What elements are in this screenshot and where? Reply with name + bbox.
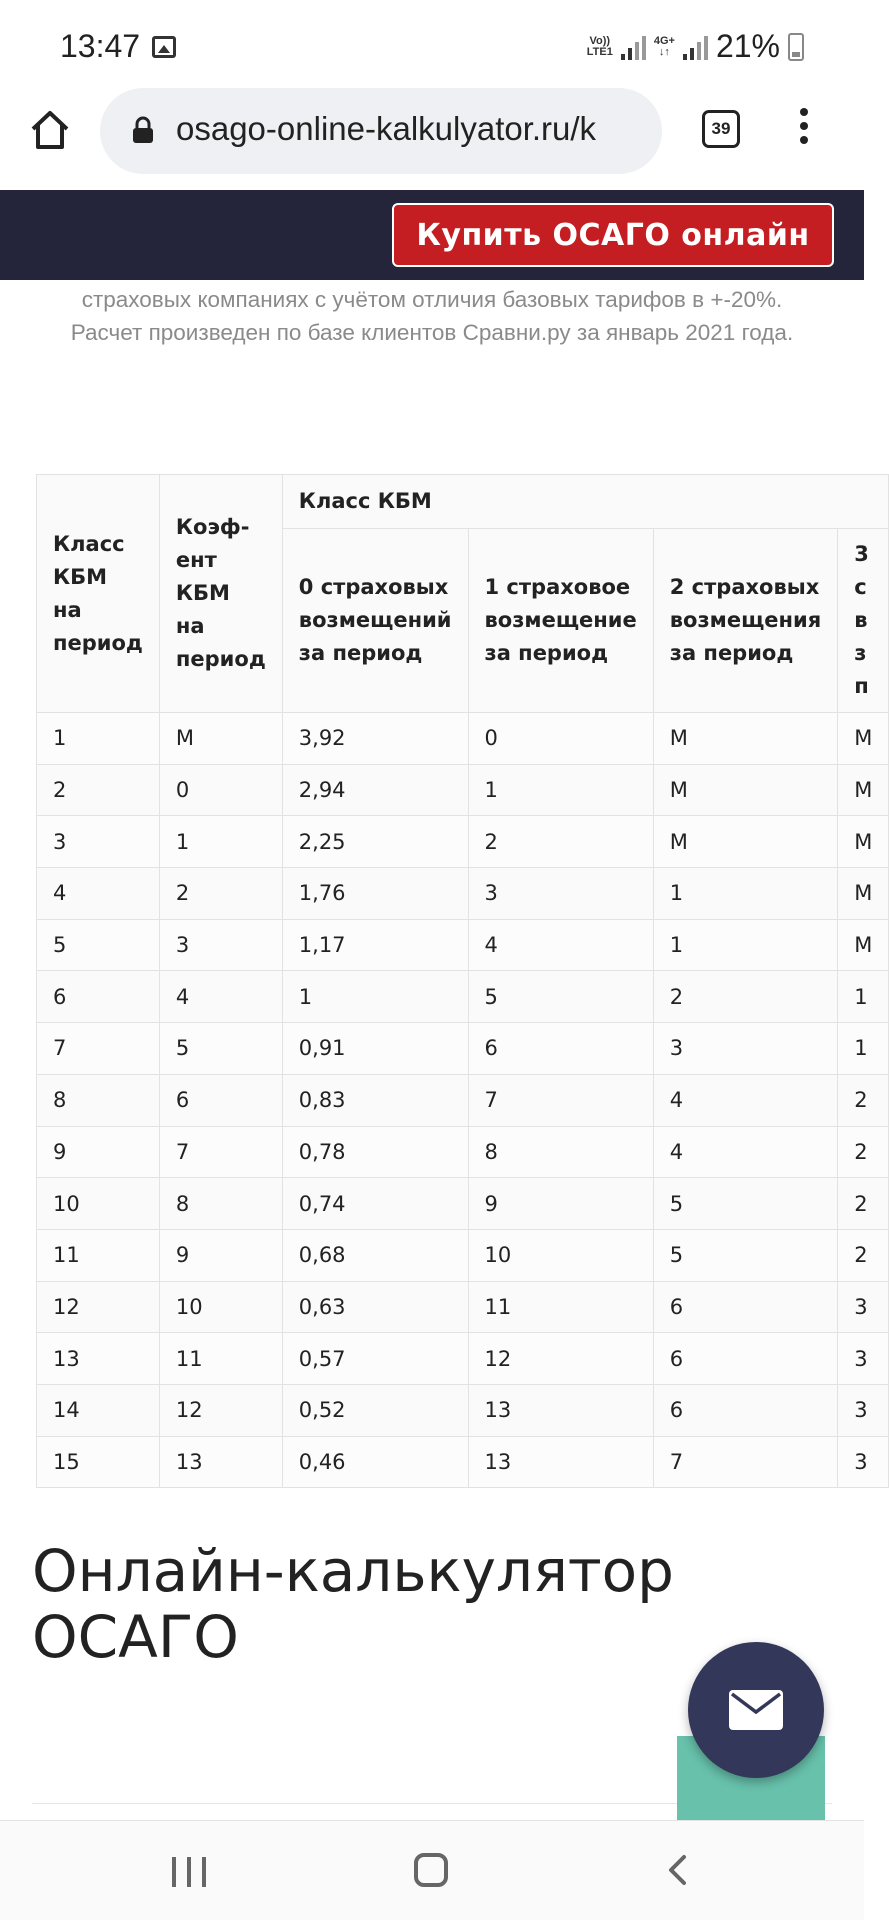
table-cell: 6 bbox=[653, 1333, 838, 1385]
signal-icon bbox=[621, 34, 646, 60]
table-cell: 2 bbox=[37, 764, 160, 816]
table-cell: 5 bbox=[653, 1229, 838, 1281]
table-cell: 7 bbox=[37, 1023, 160, 1075]
table-cell: 7 bbox=[653, 1436, 838, 1488]
calculator-title: Онлайн-калькулятор ОСАГО bbox=[32, 1537, 674, 1671]
table-cell: 1 bbox=[468, 764, 653, 816]
url-text[interactable]: osago-online-kalkulyator.ru/k bbox=[176, 110, 597, 147]
table-cell: 3 bbox=[468, 868, 653, 920]
volte-indicator: Vo)) LTE1 bbox=[586, 34, 613, 58]
table-row bbox=[37, 1178, 889, 1230]
table-cell: М bbox=[159, 713, 282, 765]
table-cell: 1,17 bbox=[282, 919, 468, 971]
gallery-notification-icon bbox=[152, 36, 176, 58]
table-row bbox=[37, 1229, 889, 1281]
table-cell: 0,52 bbox=[282, 1384, 468, 1436]
table-cell: 0,83 bbox=[282, 1074, 468, 1126]
table-row bbox=[37, 1126, 889, 1178]
recent-apps-icon[interactable] bbox=[172, 1857, 206, 1887]
table-cell: 4 bbox=[468, 919, 653, 971]
table-cell: 8 bbox=[468, 1126, 653, 1178]
table-row bbox=[37, 1023, 889, 1075]
table-cell: 2,94 bbox=[282, 764, 468, 816]
home-icon[interactable] bbox=[28, 108, 72, 152]
table-cell: 3 bbox=[159, 919, 282, 971]
browser-toolbar bbox=[0, 84, 864, 190]
table-row bbox=[37, 816, 889, 868]
table-cell: 9 bbox=[468, 1178, 653, 1230]
kbm-table-wrapper[interactable] bbox=[36, 474, 873, 1488]
table-cell: 2 bbox=[838, 1126, 889, 1178]
table-cell: 0 bbox=[159, 764, 282, 816]
status-bar bbox=[0, 0, 864, 84]
table-cell: 12 bbox=[468, 1333, 653, 1385]
table-cell: 5 bbox=[159, 1023, 282, 1075]
address-bar[interactable] bbox=[100, 88, 662, 174]
table-cell: 3 bbox=[838, 1281, 889, 1333]
table-cell: 13 bbox=[468, 1384, 653, 1436]
table-cell: 10 bbox=[159, 1281, 282, 1333]
back-icon[interactable] bbox=[664, 1855, 694, 1885]
header-kbm-class-group: Класс КБМ bbox=[282, 475, 889, 529]
table-cell: 13 bbox=[468, 1436, 653, 1488]
table-cell: 9 bbox=[159, 1229, 282, 1281]
table-row bbox=[37, 1281, 889, 1333]
table-cell: 3 bbox=[653, 1023, 838, 1075]
header-2-claims: 2 страховых возмещения за период bbox=[653, 529, 838, 713]
tabs-button[interactable]: 39 bbox=[702, 110, 740, 148]
status-time: 13:47 bbox=[60, 28, 141, 64]
table-cell: 4 bbox=[37, 868, 160, 920]
table-cell: 4 bbox=[653, 1074, 838, 1126]
table-cell: 15 bbox=[37, 1436, 160, 1488]
table-cell: 6 bbox=[653, 1384, 838, 1436]
status-indicators bbox=[587, 28, 804, 65]
table-cell: 6 bbox=[159, 1074, 282, 1126]
table-cell: М bbox=[838, 816, 889, 868]
buy-osago-button[interactable]: Купить ОСАГО онлайн bbox=[392, 203, 834, 267]
table-row bbox=[37, 1074, 889, 1126]
table-cell: 7 bbox=[468, 1074, 653, 1126]
table-cell: 2 bbox=[468, 816, 653, 868]
table-cell: 8 bbox=[159, 1178, 282, 1230]
intro-text bbox=[0, 283, 864, 349]
table-row bbox=[37, 1384, 889, 1436]
table-cell: 3 bbox=[838, 1436, 889, 1488]
table-cell: 1 bbox=[838, 1023, 889, 1075]
table-cell: 2 bbox=[838, 1229, 889, 1281]
table-cell: 1 bbox=[282, 971, 468, 1023]
table-cell: 2 bbox=[653, 971, 838, 1023]
table-cell: 3 bbox=[838, 1384, 889, 1436]
table-cell: 0,63 bbox=[282, 1281, 468, 1333]
table-cell: 0,78 bbox=[282, 1126, 468, 1178]
table-row bbox=[37, 971, 889, 1023]
table-row bbox=[37, 1436, 889, 1488]
battery-icon bbox=[788, 33, 804, 61]
header-0-claims: 0 страховых возмещений за период bbox=[282, 529, 468, 713]
table-cell: 14 bbox=[37, 1384, 160, 1436]
table-cell: 1 bbox=[653, 919, 838, 971]
site-header bbox=[0, 190, 864, 280]
table-cell: 2 bbox=[838, 1074, 889, 1126]
signal-icon-2 bbox=[683, 34, 708, 60]
table-row bbox=[37, 1333, 889, 1385]
table-body bbox=[37, 713, 889, 1488]
intro-line-2: Расчет произведен по базе клиентов Сравни.ру за январь 2021 года. bbox=[70, 320, 794, 345]
table-cell: 7 bbox=[159, 1126, 282, 1178]
contact-mail-button[interactable] bbox=[688, 1642, 824, 1778]
table-row bbox=[37, 919, 889, 971]
battery-percent: 21% bbox=[715, 28, 780, 64]
table-cell: 3 bbox=[37, 816, 160, 868]
table-cell: 5 bbox=[37, 919, 160, 971]
table-cell: 8 bbox=[37, 1074, 160, 1126]
table-cell: М bbox=[838, 919, 889, 971]
table-row bbox=[37, 868, 889, 920]
table-cell: 4 bbox=[653, 1126, 838, 1178]
table-cell: 2,25 bbox=[282, 816, 468, 868]
table-cell: 3 bbox=[838, 1333, 889, 1385]
table-cell: 3,92 bbox=[282, 713, 468, 765]
table-cell: 11 bbox=[37, 1229, 160, 1281]
table-cell: М bbox=[653, 816, 838, 868]
table-cell: 13 bbox=[37, 1333, 160, 1385]
lock-icon bbox=[132, 116, 154, 144]
table-cell: М bbox=[838, 868, 889, 920]
table-cell: 2 bbox=[159, 868, 282, 920]
mail-icon bbox=[729, 1690, 783, 1730]
table-cell: 5 bbox=[468, 971, 653, 1023]
table-cell: 0,68 bbox=[282, 1229, 468, 1281]
table-cell: 6 bbox=[37, 971, 160, 1023]
header-3-claims: 3 с в з п bbox=[838, 529, 889, 713]
4g-indicator: 4G+ ↓↑ bbox=[653, 34, 675, 58]
more-menu-icon[interactable] bbox=[796, 108, 812, 152]
table-cell: 1 bbox=[37, 713, 160, 765]
table-row bbox=[37, 764, 889, 816]
header-kbm-class-period: Класс КБМ на период bbox=[37, 475, 160, 713]
table-cell: М bbox=[838, 713, 889, 765]
table-cell: 2 bbox=[838, 1178, 889, 1230]
table-cell: 1 bbox=[838, 971, 889, 1023]
header-1-claim: 1 страховое возмещение за период bbox=[468, 529, 653, 713]
table-row bbox=[37, 713, 889, 765]
table-cell: М bbox=[653, 713, 838, 765]
table-cell: 9 bbox=[37, 1126, 160, 1178]
table-cell: 5 bbox=[653, 1178, 838, 1230]
table-cell: 0,57 bbox=[282, 1333, 468, 1385]
table-cell: 0 bbox=[468, 713, 653, 765]
table-cell: 1 bbox=[159, 816, 282, 868]
table-cell: 11 bbox=[468, 1281, 653, 1333]
system-nav-bar bbox=[0, 1820, 864, 1920]
table-cell: 10 bbox=[37, 1178, 160, 1230]
table-cell: 6 bbox=[468, 1023, 653, 1075]
table-cell: 11 bbox=[159, 1333, 282, 1385]
table-cell: 10 bbox=[468, 1229, 653, 1281]
kbm-table bbox=[36, 474, 889, 1488]
home-nav-icon[interactable] bbox=[414, 1853, 448, 1887]
table-cell: 4 bbox=[159, 971, 282, 1023]
table-cell: 6 bbox=[653, 1281, 838, 1333]
table-cell: 0,74 bbox=[282, 1178, 468, 1230]
table-cell: 0,91 bbox=[282, 1023, 468, 1075]
table-cell: 1 bbox=[653, 868, 838, 920]
table-cell: М bbox=[838, 764, 889, 816]
table-cell: 13 bbox=[159, 1436, 282, 1488]
table-cell: 1,76 bbox=[282, 868, 468, 920]
intro-line-1: страховых компаниях с учётом отличия базовых тарифов в +-20%. bbox=[81, 287, 783, 312]
table-cell: М bbox=[653, 764, 838, 816]
header-kbm-coef-period: Коэф-ент КБМ на период bbox=[159, 475, 282, 713]
table-cell: 0,46 bbox=[282, 1436, 468, 1488]
table-cell: 12 bbox=[37, 1281, 160, 1333]
table-cell: 12 bbox=[159, 1384, 282, 1436]
